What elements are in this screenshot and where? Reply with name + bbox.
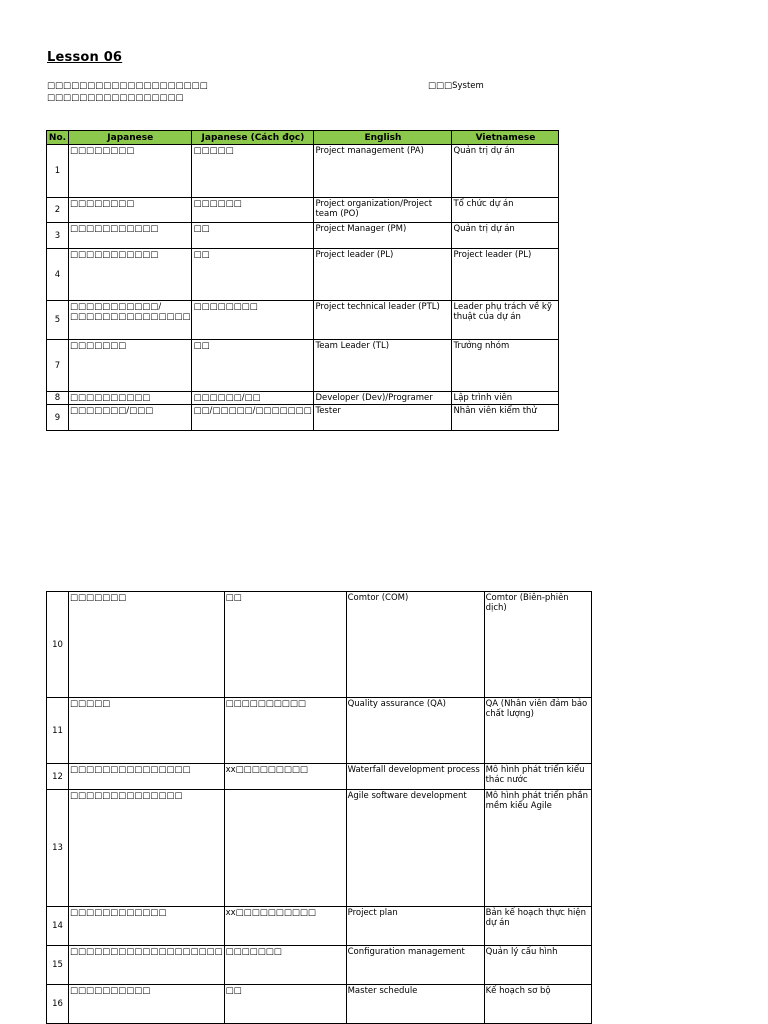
japanese-term: □□□□□□□□ (69, 145, 192, 198)
english-term: Project plan (346, 907, 484, 946)
table-row (47, 790, 592, 907)
english-term: Project organization/Project team (PO) (314, 198, 452, 223)
vietnamese-term: Kế hoạch sơ bộ (484, 985, 591, 1024)
table-row (47, 698, 592, 764)
english-term: Master schedule (346, 985, 484, 1024)
english-term: Waterfall development process (346, 764, 484, 790)
japanese-reading: □□□□□□□□□□ (224, 698, 346, 764)
japanese-term: □□□□□□□□□□ (69, 392, 192, 405)
japanese-term: □□□□□□□□□□□□□□□□□□□ (69, 946, 225, 985)
japanese-term: □□□□□□□ (69, 340, 192, 392)
table-row (47, 145, 559, 198)
intro-line-2: □□□□□□□□□□□□□□□□□ (47, 93, 184, 103)
vietnamese-term: QA (Nhân viên đảm bảo chất lượng) (484, 698, 591, 764)
row-number: 8 (47, 392, 69, 405)
table-row (47, 764, 592, 790)
row-number: 7 (47, 340, 69, 392)
row-number: 3 (47, 223, 69, 249)
japanese-reading: □□/□□□□□/□□□□□□□ (192, 405, 314, 431)
vietnamese-term: Mô hình phát triển kiểu thác nước (484, 764, 591, 790)
vietnamese-term: Quản trị dự án (452, 223, 559, 249)
english-term: Developer (Dev)/Programer (314, 392, 452, 405)
english-term: Tester (314, 405, 452, 431)
row-number: 2 (47, 198, 69, 223)
table-row (47, 985, 592, 1024)
header-english: English (314, 131, 452, 145)
japanese-reading: □□ (192, 249, 314, 301)
vietnamese-term: Mô hình phát triển phần mềm kiểu Agile (484, 790, 591, 907)
table-row (47, 249, 559, 301)
japanese-reading: □□□□□□ (192, 198, 314, 223)
japanese-reading: xx□□□□□□□□□ (224, 764, 346, 790)
japanese-reading: □□□□□□□ (224, 946, 346, 985)
table-row (47, 592, 592, 698)
japanese-term: □□□□□□□□□□□ (69, 223, 192, 249)
header-japanese-reading: Japanese (Cách đọc) (192, 131, 314, 145)
english-term: Project technical leader (PTL) (314, 301, 452, 340)
japanese-reading: □□□□□□□□ (192, 301, 314, 340)
row-number: 10 (47, 592, 69, 698)
vietnamese-term: Nhân viên kiểm thử (452, 405, 559, 431)
vocabulary-table-2 (46, 591, 592, 1024)
japanese-reading: □□□□□ (192, 145, 314, 198)
japanese-reading: □□□□□□/□□ (192, 392, 314, 405)
table-row (47, 392, 559, 405)
row-number: 4 (47, 249, 69, 301)
japanese-term: □□□□□□□□□□□□ (69, 907, 225, 946)
header-no: No. (47, 131, 69, 145)
row-number: 5 (47, 301, 69, 340)
vietnamese-term: Quản trị dự án (452, 145, 559, 198)
japanese-reading: □□ (224, 592, 346, 698)
japanese-reading: □□ (224, 985, 346, 1024)
english-term: Configuration management (346, 946, 484, 985)
japanese-reading: □□ (192, 223, 314, 249)
row-number: 1 (47, 145, 69, 198)
japanese-term: □□□□□□□□□□ (69, 985, 225, 1024)
english-term: Comtor (COM) (346, 592, 484, 698)
topic-label: □□□System (428, 81, 484, 91)
row-number: 9 (47, 405, 69, 431)
table-row (47, 301, 559, 340)
vocabulary-table-1 (46, 130, 559, 431)
table-row (47, 223, 559, 249)
row-number: 14 (47, 907, 69, 946)
vietnamese-term: Lập trình viên (452, 392, 559, 405)
english-term: Agile software development (346, 790, 484, 907)
row-number: 13 (47, 790, 69, 907)
vietnamese-term: Comtor (Biên-phiên dịch) (484, 592, 591, 698)
japanese-reading (224, 790, 346, 907)
table-row (47, 340, 559, 392)
vietnamese-term: Leader phụ trách về kỹ thuật của dự án (452, 301, 559, 340)
japanese-term: □□□□□□□□□□□□□□ (69, 790, 225, 907)
english-term: Quality assurance (QA) (346, 698, 484, 764)
japanese-term: □□□□□□□□□□□□□□□ (69, 764, 225, 790)
table-row (47, 198, 559, 223)
intro-line-1: □□□□□□□□□□□□□□□□□□□□ (47, 81, 208, 91)
english-term: Project Manager (PM) (314, 223, 452, 249)
japanese-term: □□□□□□□/□□□ (69, 405, 192, 431)
lesson-title: Lesson 06 (47, 50, 123, 65)
table-row (47, 946, 592, 985)
table-row (47, 405, 559, 431)
vietnamese-term: Trưởng nhóm (452, 340, 559, 392)
japanese-term: □□□□□ (69, 698, 225, 764)
japanese-term: □□□□□□□□□□□/□□□□□□□□□□□□□□□ (69, 301, 192, 340)
english-term: Team Leader (TL) (314, 340, 452, 392)
vietnamese-term: Tổ chức dự án (452, 198, 559, 223)
vietnamese-term: Quản lý cấu hình (484, 946, 591, 985)
row-number: 12 (47, 764, 69, 790)
vietnamese-term: Bản kế hoạch thực hiện dự án (484, 907, 591, 946)
header-vietnamese: Vietnamese (452, 131, 559, 145)
row-number: 16 (47, 985, 69, 1024)
japanese-reading: xx□□□□□□□□□□ (224, 907, 346, 946)
english-term: Project leader (PL) (314, 249, 452, 301)
table-row (47, 907, 592, 946)
row-number: 11 (47, 698, 69, 764)
table-header-row (47, 131, 559, 145)
row-number: 15 (47, 946, 69, 985)
header-japanese: Japanese (69, 131, 192, 145)
vietnamese-term: Project leader (PL) (452, 249, 559, 301)
japanese-term: □□□□□□□ (69, 592, 225, 698)
japanese-term: □□□□□□□□ (69, 198, 192, 223)
japanese-term: □□□□□□□□□□□ (69, 249, 192, 301)
japanese-reading: □□ (192, 340, 314, 392)
english-term: Project management (PA) (314, 145, 452, 198)
